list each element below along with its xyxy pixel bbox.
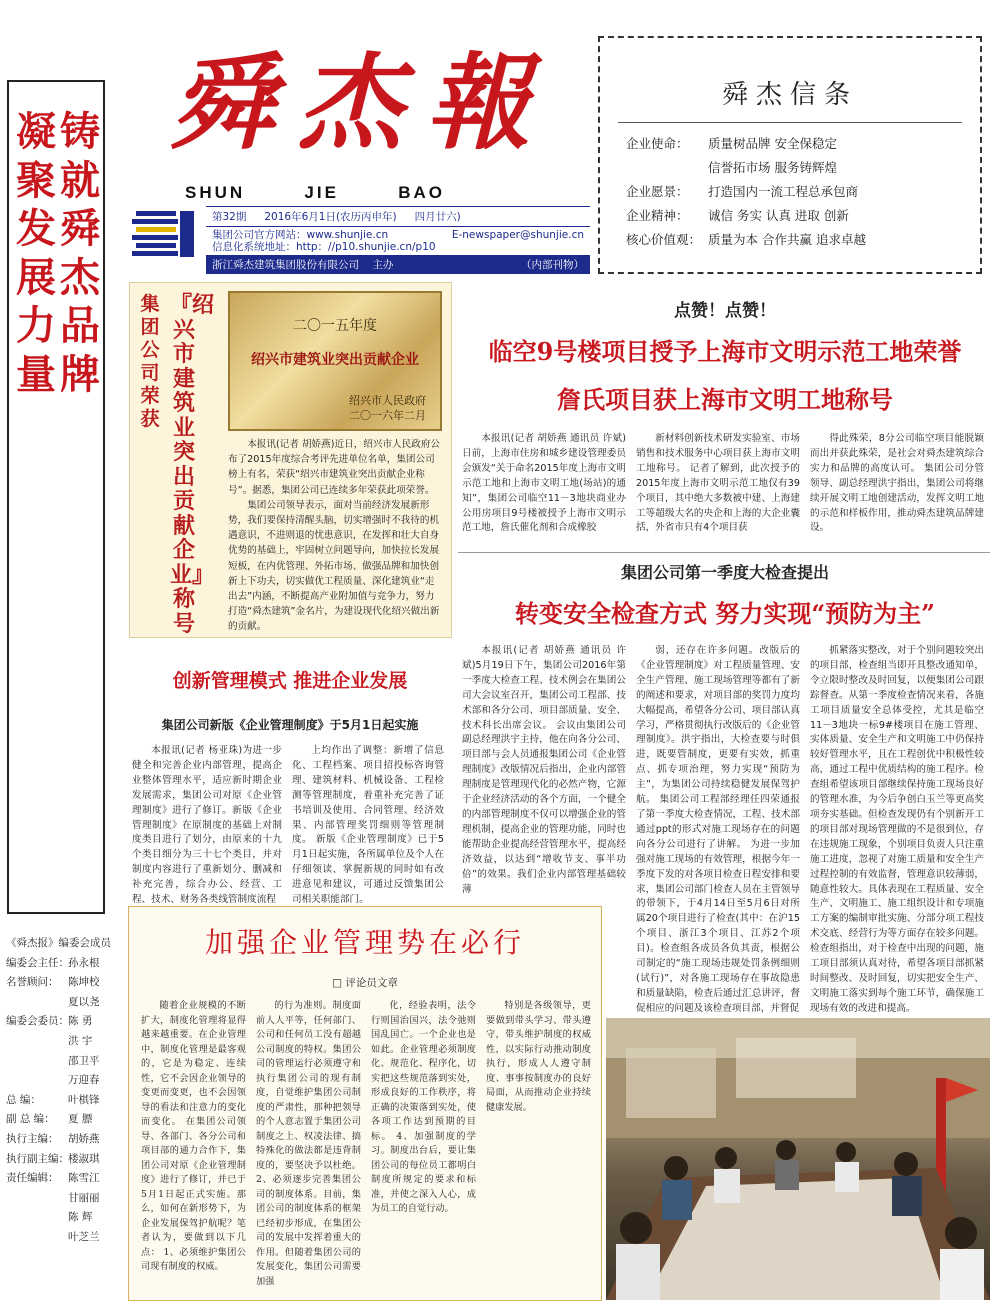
issue-lunar: 四月廿六) bbox=[414, 211, 461, 223]
issue-info bbox=[206, 206, 590, 271]
editorial-board bbox=[6, 934, 116, 1248]
credo-value: 诚信 务实 认真 进取 创新 bbox=[708, 208, 849, 223]
board-role: 执行主编： bbox=[6, 1132, 59, 1145]
board-row bbox=[6, 1012, 116, 1032]
board-role: 总 编： bbox=[6, 1093, 41, 1106]
issue-date: 2016年6月1日(农历丙申年) bbox=[264, 211, 397, 223]
board-role bbox=[6, 1189, 68, 1209]
credo-row bbox=[626, 134, 837, 154]
editorial-column bbox=[256, 999, 361, 1294]
board-role: 副 总 编： bbox=[6, 1113, 55, 1126]
story3-column bbox=[132, 744, 282, 906]
story1-headline-1: 临空9号楼项目授予上海市文明示范工地荣誉 bbox=[488, 337, 962, 366]
board-row bbox=[6, 1071, 116, 1091]
board-row bbox=[6, 1169, 116, 1189]
internal-label: （内部刊物） bbox=[521, 259, 584, 271]
publisher-bar bbox=[206, 255, 590, 274]
board-role: 编委会主任： bbox=[6, 956, 69, 969]
board-role: 责任编辑： bbox=[6, 1172, 59, 1185]
credo-key bbox=[626, 158, 708, 178]
plaque-date: 二〇一六年二月 bbox=[349, 409, 426, 422]
board-member: 孙永根 bbox=[68, 956, 100, 969]
meeting-photo bbox=[606, 1018, 990, 1300]
plaque-year: 二〇一五年度 bbox=[293, 318, 377, 334]
masthead-title: 舜杰報 bbox=[170, 41, 555, 164]
story3-text: 上均作出了调整：新增了信息化、工程档案、项目招投标咨询管理、建筑材料、机械设备、工程检测等管理制度，着重补充完善了证书培训及使用、合同管理、经济效果、内部管理奖罚细则等管理制度。 新版《企业管理制度》已于5月1日起实施，各所属单位及个人在仔细领读、掌握新规的同时如有改进意见和建议，可通过反馈集团公司相关职能部门。 bbox=[292, 745, 444, 906]
award-body bbox=[228, 437, 442, 635]
board-row bbox=[6, 973, 116, 993]
board-row bbox=[6, 1032, 116, 1052]
board-role bbox=[6, 1052, 68, 1072]
board-member: 陈坤校 bbox=[68, 976, 100, 989]
credo-key: 企业使命： bbox=[626, 136, 689, 151]
story3-headline: 创新管理模式 推进企业发展 bbox=[172, 670, 408, 692]
section-divider bbox=[458, 552, 990, 553]
board-row bbox=[6, 1189, 116, 1209]
board-member: 万迎春 bbox=[68, 1074, 100, 1087]
editorial-title: 加强企业管理势在必行 bbox=[204, 926, 525, 959]
credo-rule bbox=[618, 122, 962, 123]
editorial-text: 特别是各级领导，更要做到带头学习、带头遵守，带头维护制度的权威性，以实际行动推动制度执行，形成人人遵守制度、事事按制度办的良好局面，从而推动企业持续健康发展。 bbox=[486, 1000, 591, 1113]
editorial-text: 随着企业规模的不断扩大，制度化管理将显得越来越重要。在企业管理中，制度化管理是最客观的，它是为稳定、连续性，它不会因企业领导的变更而变更，也不会因领导的看法和注意力的变化而变化。 在集团公司领导、各部门、各分公司和项目部的通力合作下，集团公司对原《企业管理制度》进行了修订，并已于5月1日起正式实施。那么，如何在新形势下，为企业发展保驾护航呢？笔者认为，要做到以下几点： 1、必须维护集团公司现有制度的权威。 bbox=[141, 1000, 246, 1272]
editorial-column bbox=[486, 999, 591, 1294]
board-member: 夏以尧 bbox=[68, 995, 100, 1008]
editorial-column bbox=[141, 999, 246, 1294]
story1-column bbox=[810, 432, 984, 542]
plaque-issuer bbox=[349, 393, 426, 423]
story2-text: 弱，还存在许多问题。改版后的《企业管理制度》对工程质量管理、安全生产管理、施工现场管理等都有了新的阐述和要求，对项目部的奖罚力度均大幅提高，希望各分公司、项目部认真学习，严格贯彻执行改版后的《企业管理制度》。洪宇指出，大检查要与时俱进，既要管制度，更要有实效，抓重点、抓专项治理，努力实现“预防为主”，为集团公司持续稳健发展保驾护航。 集团公司工程部经理任四荣通报了第一季度大检查情况，工程、技术部通过ppt的形式对施工现场存在的问题向各分公司进行了讲解。 为进一步加强对施工现场的有效管理，根据今年一季度下发的对各项目检查日程安排和要求，集团公司部门检查人员在主管领导的带领下，于4月14日至5月6日对所属20个项目进行了检查(其中：在沪15个项目、浙江3个项目、江苏2个项目)。检查组各成员各负其责，根据公司制定的“施工现场违规处罚条例细则(试行)”，对各施工现场存在事故隐患和质量缺陷，检查后通过汇总讲评，督促相应的问题及该检查项目部，并督促 bbox=[636, 645, 800, 1014]
story2-headline: 转变安全检查方式 努力实现“预防为主” bbox=[515, 599, 935, 628]
board-row bbox=[6, 1130, 116, 1150]
credo-value: 质量树品牌 安全保稳定 bbox=[708, 136, 837, 151]
board-member: 陈 勇 bbox=[68, 1015, 93, 1028]
story1-text: 本报讯(记者 胡娇燕 通讯员 许斌)日前，上海市住房和城乡建设管理委员会颁发“关于命名2015年度上海市文明示范工地和上海市文明工地(场站)的通知”，集团公司临空11－3地块商业办公用房项目9号楼被授予上海市文明示范工地，詹氏催化剂和合成橡胶 bbox=[462, 433, 626, 534]
award-article bbox=[129, 282, 452, 638]
editorial-text: 化，经验表明，法令行则国治国兴，法令弛则国乱国亡。一个企业也是如此。企业管理必须制度化、规范化、程序化，切实把这些规范落到实处，形成良好的工作秩序，将正确的决策落到实处，使各项工作达到预期的目标。 4、加强制度的学习。制度出台后，要让集团公司的每位员工都明白制度所规定的要求和标准，并使之深入人心，成为员工的自觉行动。 bbox=[371, 1000, 476, 1214]
board-member bbox=[111, 934, 116, 954]
issue-line bbox=[206, 206, 590, 227]
award-paragraph: 本报讯(记者 胡娇燕)近日，绍兴市人民政府公布了2015年度综合考评先进单位名单，集团公司榜上有名，荣获“绍兴市建筑业突出贡献企业称号”。据悉，集团公司已连续多年荣获此项荣誉。 bbox=[228, 439, 441, 496]
email-link[interactable]: E-newspaper@shunjie.cn bbox=[451, 229, 584, 241]
board-role: 名誉顾问： bbox=[6, 976, 59, 989]
award-kicker: 集团公司荣获 bbox=[140, 293, 160, 430]
credo-value: 信誉拓市场 服务铸辉煌 bbox=[708, 160, 837, 175]
sponsor-label: 主办 bbox=[372, 259, 394, 271]
story1-headline-2: 詹氏项目获上海市文明工地称号 bbox=[557, 385, 893, 414]
editorial-column bbox=[371, 999, 476, 1294]
credo-value: 打造国内一流工程总承包商 bbox=[708, 184, 859, 199]
editorial-byline: □ 评论员文章 bbox=[332, 977, 398, 989]
plaque-title: 绍兴市建筑业突出贡献企业 bbox=[251, 352, 419, 368]
board-role bbox=[6, 1208, 68, 1228]
story1-column bbox=[636, 432, 800, 542]
masthead-pinyin bbox=[185, 183, 445, 203]
pinyin-jie: JIE bbox=[304, 183, 339, 202]
board-member: 叶棋锋 bbox=[68, 1093, 100, 1106]
board-member: 叶芝兰 bbox=[68, 1230, 100, 1243]
pinyin-bao: BAO bbox=[398, 183, 445, 202]
board-row bbox=[6, 1208, 116, 1228]
board-role bbox=[6, 1071, 68, 1091]
board-row bbox=[6, 1091, 116, 1111]
editorial-text: 的行为准则。制度面前人人平等，任何部门、公司和任何员工没有超越公司制度的特权。集团公司的管理运行必须遵守和执行集团公司的现有制度，自觉维护集团公司制度的严肃性，那种把领导的个人意志置于集团公司制度之上、权凌法律、搞特殊化的做法都是违背制度的，要坚决予以杜绝。 2、必须逐步完善集团公司的制度体系。目前，集团公司的制度体系的框架已经初步形成，在集团公司的发展中发挥着重大的作用。但随着集团公司的发展变化，集团公司需要加强 bbox=[256, 1000, 361, 1287]
board-row bbox=[6, 934, 116, 954]
board-row bbox=[6, 1110, 116, 1130]
board-member: 胡娇燕 bbox=[68, 1132, 100, 1145]
issue-number: 第32期 bbox=[212, 211, 247, 223]
plaque-issuer-name: 绍兴市人民政府 bbox=[349, 394, 426, 407]
board-member: 邵卫平 bbox=[68, 1054, 100, 1067]
board-member: 楼淑琪 bbox=[68, 1152, 100, 1165]
board-role: 《舜杰报》编委会成员 bbox=[6, 937, 111, 949]
info-label: 信息化系统地址： bbox=[212, 241, 296, 253]
award-headline: 『绍兴市建筑业突出贡献企业』称号 bbox=[170, 292, 215, 637]
company-logo-icon bbox=[130, 205, 196, 263]
board-role bbox=[6, 993, 68, 1013]
board-role bbox=[6, 1032, 68, 1052]
website-label: 集团公司官方网站： bbox=[212, 229, 307, 241]
board-member: 夏 膘 bbox=[68, 1113, 93, 1126]
board-member: 洪 宇 bbox=[68, 1034, 93, 1047]
credo-key: 企业精神： bbox=[626, 208, 689, 223]
contact-lines bbox=[206, 227, 590, 255]
story2-text: 抓紧落实整改，对于个别问题较突出的项目部，检查组当即开具整改通知单，令立限时整改及时回复，以便集团公司跟踪督查。从第一季度检查情况来看，各施工项目质量安全总体受控，尤其是临空11－3地块一标9#楼项目在施工管理、实体质量、安全生产和文明施工中仍保持较好管理水平，且在工程创优中积极性较高，通过工程中优质结构的施工程序。检查组希望该项目部继续保持施工现场良好的管理水准，为今后争创白玉兰等更高奖项夯实基础。但检查发现仍有个别新开工的项目部对现场管理做的不是很到位，存在违规施工现象，个别项目负责人只注重施工进度，忽视了对施工质量和安全生产过程控制的有效监督，管理意识较薄弱，随意性较大。具体表现在工程质量、安全生产、文明施工、施工组织设计和专项施工方案的编制审批实施、分部分项工程技术交底、经营行为等方面存在较多问题。检查组指出，对于检查中出现的问题，施工项目部须认真对待，希望各项目部抓紧时间整改、及时回复，切实把安全生产、文明施工落实到每个施工环节，确保施工现场有效的改进和提高。 bbox=[810, 645, 984, 1014]
board-row bbox=[6, 954, 116, 974]
credo-key: 核心价值观： bbox=[626, 232, 702, 247]
story3-text: 本报讯(记者 杨亚珠)为进一步健全和完善企业内部管理，提高企业整体管理水平，适应新时期企业发展需求，集团公司对原《企业管理制度》进行了修订。新版《企业管理制度》在原制度的基础上对制度类目进行了划分，由原来的十九个类目细分为三十七个类目，并对制度内容进行了重新划分、删减和补充完善，综合办公、经营、工程、技术、财务各类线管制度流程 bbox=[132, 745, 282, 906]
board-member: 陈 辉 bbox=[68, 1211, 93, 1224]
pinyin-shun: SHUN bbox=[185, 183, 246, 202]
board-role bbox=[6, 1228, 68, 1248]
credo-box bbox=[598, 36, 982, 274]
credo-title: 舜杰信条 bbox=[721, 80, 858, 110]
editorial-article bbox=[128, 906, 602, 1301]
story2-column bbox=[810, 644, 984, 1014]
credo-row bbox=[626, 158, 837, 178]
credo-key: 企业愿景： bbox=[626, 184, 689, 199]
story1-text: 得此殊荣，8分公司临空项目能脱颖而出并获此殊荣，是社会对舜杰建筑综合实力和品牌的高度认可。 集团公司分管领导、副总经理洪宇指出，集团公司将继续开展文明工地创建活动，发挥文明工地的示范和样板作用，推动舜杰建筑品牌建设。 bbox=[810, 433, 984, 534]
slogan-line-2: 铸就舜杰品牌 bbox=[60, 108, 100, 398]
credo-row bbox=[626, 230, 866, 250]
story2-kicker: 集团公司第一季度大检查提出 bbox=[620, 563, 829, 582]
credo-value: 质量为本 合作共赢 追求卓越 bbox=[708, 232, 866, 247]
board-role: 执行副主编： bbox=[6, 1152, 69, 1165]
story2-text: 本报讯(记者 胡娇燕 通讯员 许斌)5月19日下午，集团公司2016年第一季度大检查工程、技术例会在集团公司大会议室召开，集团公司工程部、技术部和各分公司、项目部质量、安全、技术科长出席会议。 会议由集团公司副总经理洪宇主持，他在向各分公司、项目部与会人员通报集团公司《企业管理制度》改版情况后指出，企业内部管理制度是管理现代化的必然产物，它源于企业经济活动的各个方面，一个健全的内部管理制度不仅可以增强企业的管理机制，提高企业的管理功能，同时也能帮助企业提高经营管理水平，提高经济效益，以达到“增收节支、事半功倍”的效果。我们企业内部管理基础较薄 bbox=[462, 645, 626, 895]
slogan-panel bbox=[7, 80, 105, 914]
story1-column bbox=[462, 432, 626, 542]
story1-text: 新材料创新技术研发实验室、市场销售和技术服务中心项目获上海市文明工地称号。 记者了解到，此次授予的2015年度上海市文明示范工地仅有39个项目，其中绝大多数被中建、上海建工等超级大名的央企和上海的大企业囊括，外省市只有4个项目获 bbox=[636, 433, 800, 534]
publisher-name: 浙江舜杰建筑集团股份有限公司 bbox=[212, 259, 359, 271]
board-role: 编委会委员： bbox=[6, 1015, 69, 1028]
info-link[interactable]: http：//p10.shunjie.cn/p10 bbox=[296, 241, 436, 253]
story3-column bbox=[292, 744, 444, 906]
board-member: 陈雪江 bbox=[68, 1172, 100, 1185]
board-row bbox=[6, 1228, 116, 1248]
slogan-line-1: 凝聚发展力量 bbox=[16, 108, 56, 398]
story3-subhead: 集团公司新版《企业管理制度》于5月1日起实施 bbox=[161, 718, 419, 732]
story2-column bbox=[636, 644, 800, 1024]
board-row bbox=[6, 1150, 116, 1170]
board-row bbox=[6, 1052, 116, 1072]
credo-row bbox=[626, 182, 858, 202]
credo-row bbox=[626, 206, 849, 226]
award-plaque-image bbox=[228, 291, 442, 431]
story1-kicker: 点赞！点赞！ bbox=[674, 301, 776, 321]
board-row bbox=[6, 993, 116, 1013]
board-member: 甘丽丽 bbox=[68, 1191, 100, 1204]
award-paragraph: 集团公司领导表示，面对当前经济发展新形势，我们要保持清醒头脑，切实增强时不我待的机遇意识，不进则退的忧患意识，在发挥和壮大自身优势的基础上，牢固树立问题导向，加快拉长发展短板，在内优管理、外拓市场、做强品牌和加快创新上下功夫，切实做优工程质量、深化建筑业“走出去”内涵，不断提高产业附加值与竞争力，努力打造“舜杰建筑”金名片，为建设现代化绍兴做出新的贡献。 bbox=[228, 499, 440, 633]
website-link[interactable]: www.shunjie.cn bbox=[306, 229, 389, 241]
